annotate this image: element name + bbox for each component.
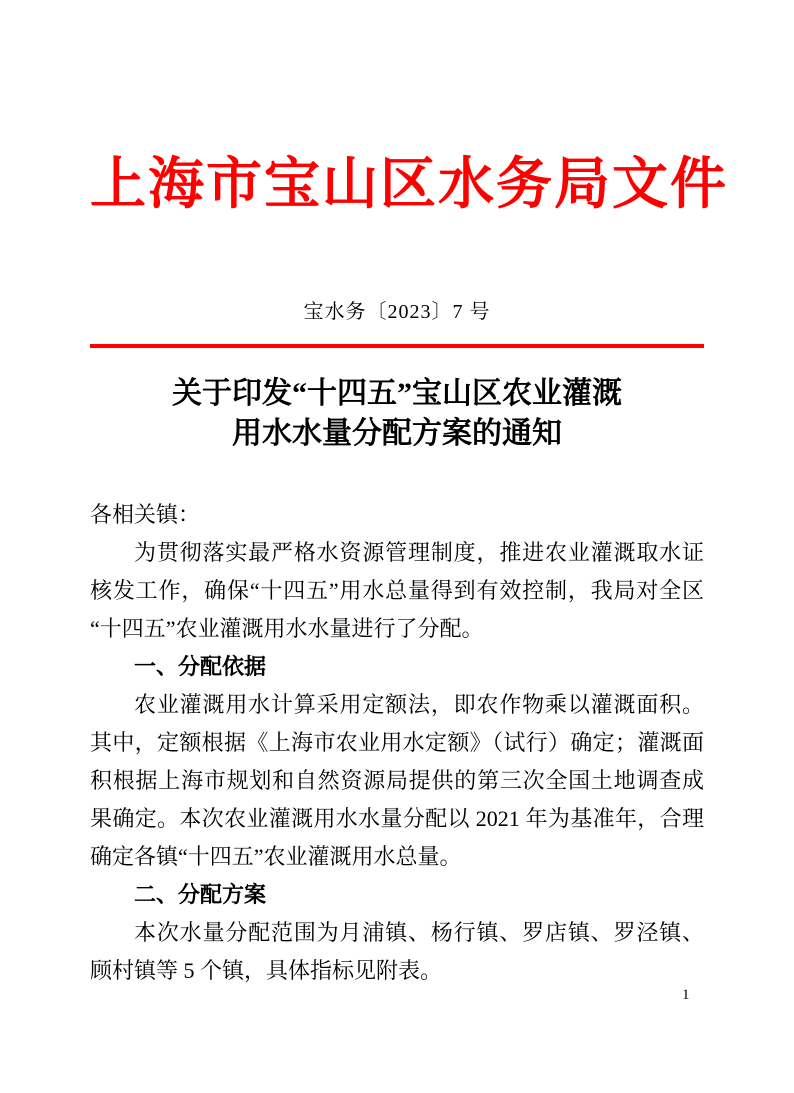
red-separator-line: [90, 344, 704, 348]
document-title-line2: 用水水量分配方案的通知: [232, 417, 562, 450]
section-heading-2: 二、分配方案: [134, 882, 267, 907]
section-heading-1: 一、分配依据: [134, 654, 267, 679]
salutation: 各相关镇：: [90, 502, 201, 527]
paragraph-allocation-basis: 农业灌溉用水计算采用定额法，即农作物乘以灌溉面积。其中，定额根据《上海市农业用水定额》（试行）确定；灌溉面积根据上海市规划和自然资源局提供的第三次全国土地调查成果确定。本次农业灌溉用水水量分配以 2021 年为基准年，合理确定各镇“十四五”农业灌溉用水总量。: [90, 692, 704, 869]
document-content: [90, 152, 728, 990]
paragraph-allocation-plan: 本次水量分配范围为月浦镇、杨行镇、罗店镇、罗泾镇、顾村镇等 5 个镇，具体指标见附表。: [90, 920, 704, 983]
paragraph-intro: 为贯彻落实最严格水资源管理制度，推进农业灌溉取水证核发工作，确保“十四五”用水总量得到有效控制，我局对全区“十四五”农业灌溉用水水量进行了分配。: [90, 540, 704, 641]
document-body: [90, 496, 704, 990]
page-number: 1: [682, 987, 690, 1003]
document-number: 宝水务〔2023〕7 号: [303, 301, 491, 323]
letterhead-title: 上海市宝山区水务局文件: [90, 154, 728, 216]
document-title: [90, 374, 704, 454]
document-title-line1: 关于印发“十四五”宝山区农业灌溉: [172, 377, 622, 410]
